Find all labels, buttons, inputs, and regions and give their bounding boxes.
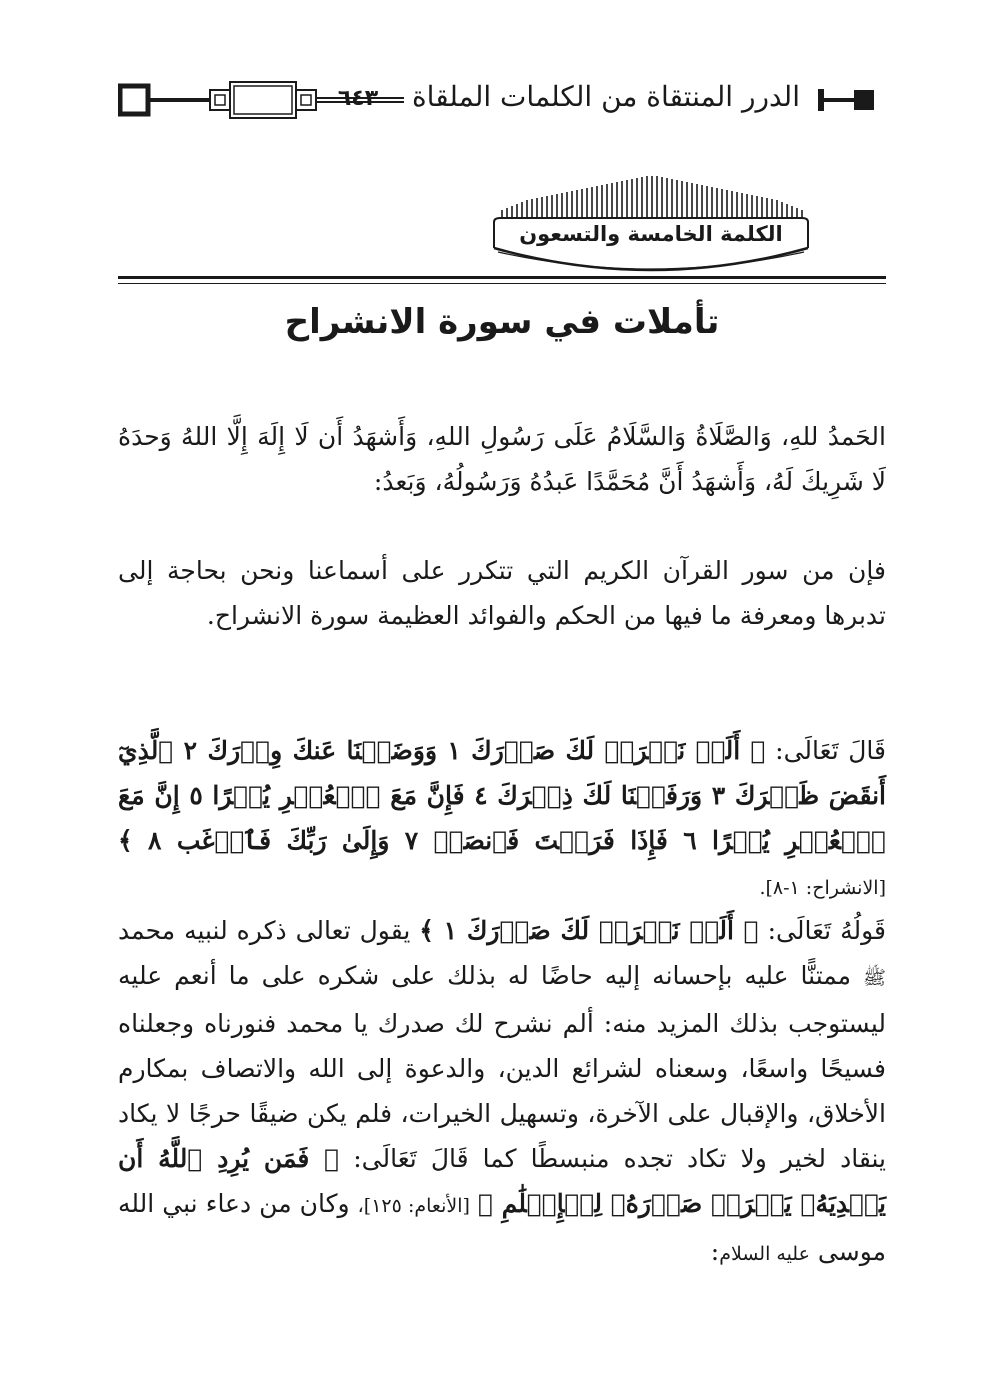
commentary-lead: قَولُهُ تَعَالَى: [767, 916, 886, 945]
verse-reference: [الانشراح: ١-٨]. [759, 877, 886, 899]
paragraph-intro: فإن من سور القرآن الكريم التي تتكرر على أسماعنا ونحن بحاجة إلى تدبرها ومعرفة ما فيها من الحكم والفوائد العظيمة سورة الانشراح. [118, 556, 886, 630]
rule-thin [118, 283, 886, 284]
verse-lead: قَالَ تَعَالَى: [775, 736, 887, 765]
quran-verse-block: ﴿ أَلَمۡ نَشۡرَحۡ لَكَ صَدۡرَكَ ١ وَوَضَعۡنَا عَنكَ وِزۡرَكَ ٢ ٱلَّذِيٓ أَنقَضَ ظَهۡرَكَ ٣ وَرَفَعۡنَا لَكَ ذِكۡرَكَ ٤ فَإِنَّ مَعَ ٱلۡعُسۡرِ يُسۡرًا ٥ إِنَّ مَعَ ٱلۡعُسۡرِ يُسۡرًا ٦ فَإِذَا فَرَغۡتَ فَٱنصَبۡ ٧ وَإِلَىٰ رَبِّكَ فَٱرۡغَب ٨ ﴾ [118, 736, 886, 855]
commentary-end: : [710, 1237, 720, 1266]
paragraph-commentary [118, 908, 886, 1277]
chapter-title: تأملات في سورة الانشراح [284, 302, 720, 342]
rule-thick [118, 276, 886, 279]
honorific-alayhi-salam: عليه السلام [719, 1243, 810, 1265]
chapter-banner [484, 170, 818, 278]
banner-label: الكلمة الخامسة والتسعون [519, 222, 783, 246]
quran-verse-anam: ﴿ فَمَن يُرِدِ ٱللَّهُ أَن يَهۡدِيَهُۥ يَشۡرَحۡ صَدۡرَهُۥ لِلۡإِسۡلَٰمِ ﴾ [118, 1144, 887, 1218]
running-header [118, 78, 886, 124]
page-number: ٦٤٣ [337, 86, 379, 111]
paragraph-opening: الحَمدُ للهِ، وَالصَّلَاةُ وَالسَّلَامُ عَلَى رَسُولِ اللهِ، وَأَشهَدُ أَن لَا إِلَهَ إِلَّا اللهُ وَحدَهُ لَا شَرِيكَ لَهُ، وَأَشهَدُ أَنَّ مُحَمَّدًا عَبدُهُ وَرَسُولُهُ، وَبَعدُ: [118, 422, 886, 496]
commentary-text-3: وكان من دعاء نبي الله موسى [118, 1189, 886, 1266]
commentary-text-2: ممتنًّا عليه بإحسانه إليه حاضًا له بذلك على شكره على ما أنعم عليه ليستوجب بذلك المزيد منه: ألم نشرح لك صدرك يا محمد فنورناه وجعلناه فسيحًا واسعًا، وسعناه لشرائع الدين، والدعوة إلى الله والاتصاف بمكارم الأخلاق، والإقبال على الآخرة، وتسهيل الخيرات، فلم يكن ضيقًا حرجًا لا يكاد ينقاد لخير ولا تكاد تجده منبسطًا كما قَالَ تَعَالَى: [118, 961, 886, 1173]
book-title: الدرر المنتقاة من الكلمات الملقاة [404, 80, 808, 113]
verse-reference-anam: [الأنعام: ١٢٥]، [357, 1195, 470, 1217]
commentary-text-1: يقول تعالى ذكره لنبيه محمد [118, 916, 411, 945]
quran-verse-inline: ﴿ أَلَمۡ نَشۡرَحۡ لَكَ صَدۡرَكَ ١ ﴾ [419, 916, 759, 945]
paragraph-verses [118, 728, 886, 911]
honorific-salawat: ﷺ [863, 967, 886, 989]
